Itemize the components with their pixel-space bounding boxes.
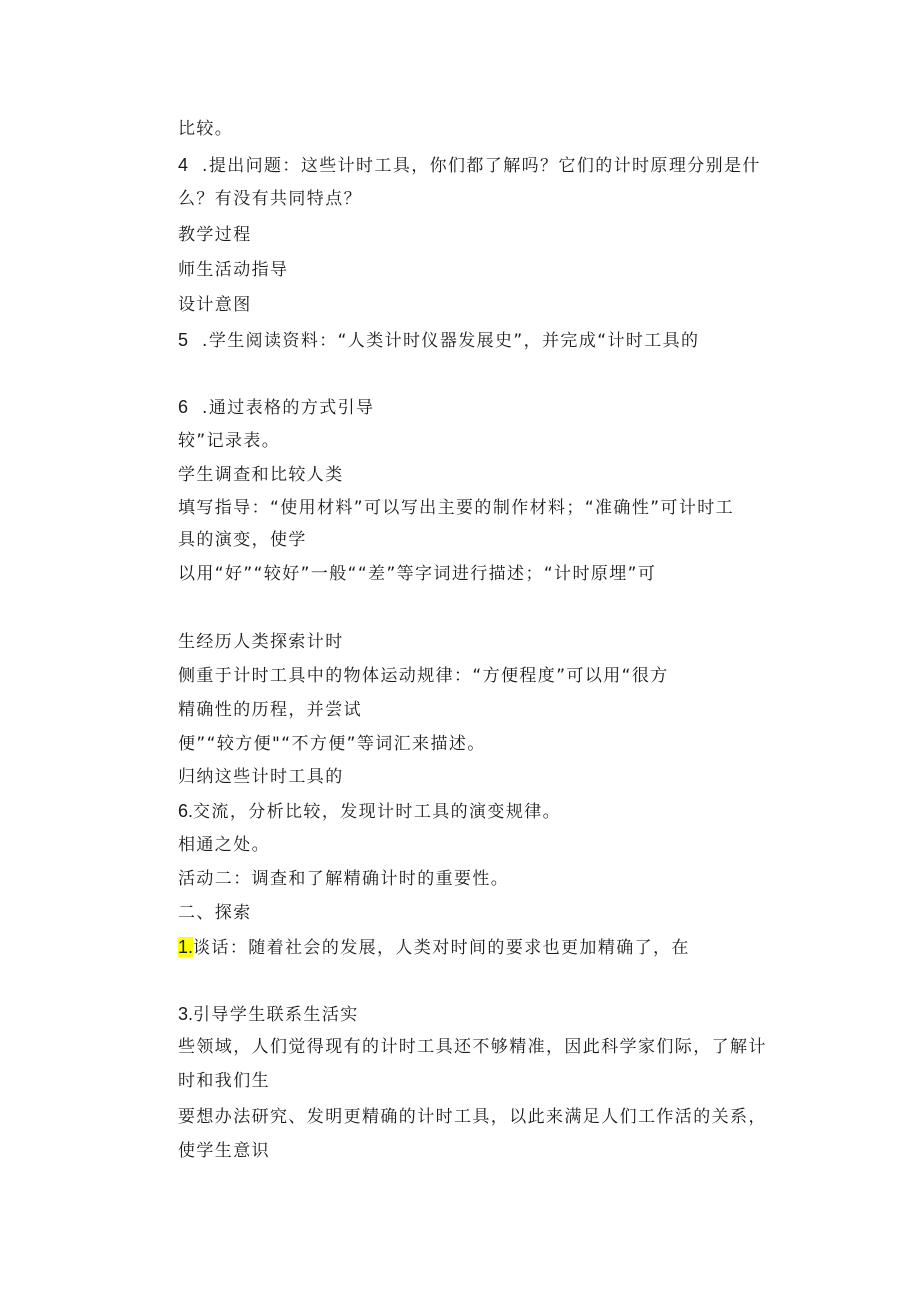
text-line: 具的演变，使学 — [178, 530, 307, 550]
text-line: 活动二：调查和了解精确计时的重要性。 — [178, 869, 510, 889]
text-line: 精确性的历程，并尝试 — [178, 700, 362, 720]
text-line: 侧重于计时工具中的物体运动规律：“方便程度”可以用“很方 — [178, 666, 669, 686]
numbered-line: 6 .通过表格的方式引导 — [178, 397, 375, 418]
text-line: 生经历人类探索计时 — [178, 632, 344, 652]
text-line: 归纳这些计时工具的 — [178, 767, 344, 787]
numbered-line: 4 .提出问题：这些计时工具，你们都了解吗？它们的计时原理分别是什 — [178, 155, 761, 176]
text-line: 比较。 — [178, 119, 234, 139]
text-line: 教学过程 — [178, 225, 252, 245]
text-line: 要想办法研究、发明更精确的计时工具，以此来满足人们工作活的关系， — [178, 1107, 767, 1127]
text-line: 些领域，人们觉得现有的计时工具还不够精准，因此科学家们际，了解计 — [178, 1037, 767, 1057]
numbered-line: 3.引导学生联系生活实 — [178, 1004, 359, 1025]
text-line: 二、探索 — [178, 903, 252, 923]
text-line: 便”“较方便"“不方便”等词汇来描述。 — [178, 734, 486, 754]
text-line: 较”记录表。 — [178, 431, 281, 451]
text-line: 使学生意识 — [178, 1141, 270, 1161]
numbered-line: 1.谈话：随着社会的发展，人类对时间的要求也更加精确了，在 — [178, 937, 690, 958]
text-line: 时和我们生 — [178, 1071, 270, 1091]
text-line: 填写指导：“使用材料”可以写出主要的制作材料；“准确性”可计时工 — [178, 498, 735, 518]
text-line: 设计意图 — [178, 295, 252, 315]
numbered-line: 6.交流，分析比较，发现计时工具的演变规律。 — [178, 801, 562, 822]
text-line: 么？有没有共同特点？ — [178, 189, 362, 209]
text-line: 相通之处。 — [178, 835, 270, 855]
text-line: 学生调查和比较人类 — [178, 465, 344, 485]
numbered-line: 5 .学生阅读资料：“人类计时仪器发展史”，并完成“计时工具的 — [178, 330, 700, 351]
text-line: 师生活动指导 — [178, 260, 289, 280]
text-line: 以用“好”“较好”一般““差”等字词进行描述；“计时原埋”可 — [178, 564, 657, 584]
highlighted-number: 1. — [178, 937, 194, 957]
